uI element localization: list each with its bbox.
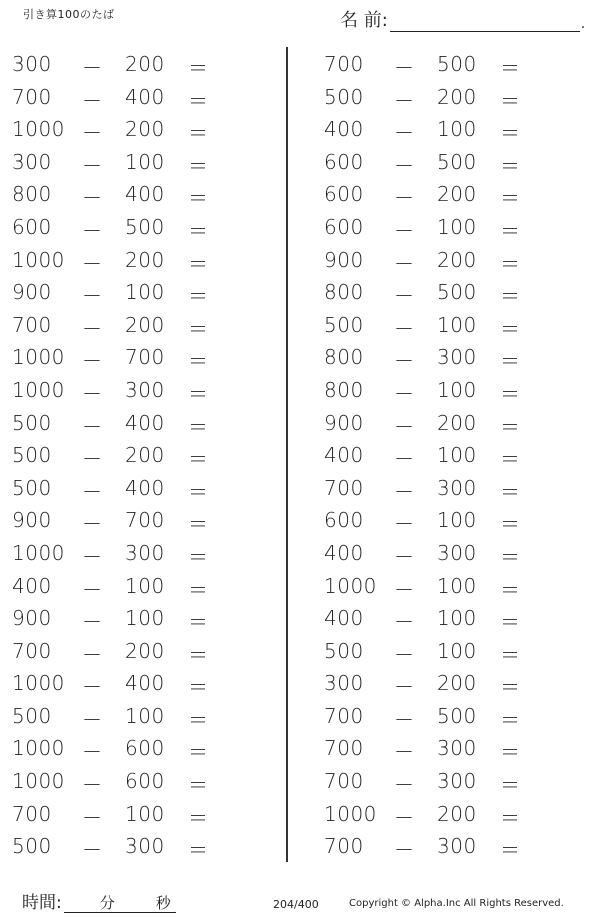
subtrahend: 100 xyxy=(437,606,477,631)
subtrahend: 100 xyxy=(437,573,477,598)
minus-sign: － xyxy=(394,284,415,309)
subtrahend: 100 xyxy=(437,214,477,239)
minus-sign: － xyxy=(82,610,103,635)
equals-sign: ＝ xyxy=(500,121,521,146)
minuend: 600 xyxy=(324,149,364,174)
equals-sign: ＝ xyxy=(188,577,209,602)
minuend: 900 xyxy=(12,508,52,533)
minuend: 700 xyxy=(12,312,52,337)
minus-sign: － xyxy=(82,577,103,602)
equals-sign: ＝ xyxy=(188,153,209,178)
problem-row xyxy=(0,797,290,830)
minuend: 600 xyxy=(324,214,364,239)
equals-sign: ＝ xyxy=(500,577,521,602)
equals-sign: ＝ xyxy=(188,218,209,243)
minuend: 600 xyxy=(324,182,364,207)
subtrahend: 100 xyxy=(437,508,477,533)
problem-row xyxy=(312,634,600,667)
minus-sign: － xyxy=(82,838,103,863)
subtrahend: 200 xyxy=(437,182,477,207)
problem-row xyxy=(0,80,290,113)
equals-sign: ＝ xyxy=(188,479,209,504)
minus-sign: － xyxy=(82,707,103,732)
minuend: 1000 xyxy=(324,801,377,826)
seconds-unit: 秒 xyxy=(155,894,171,912)
subtrahend: 600 xyxy=(125,736,165,761)
minuend: 1000 xyxy=(12,671,65,696)
minuend: 1000 xyxy=(12,117,65,142)
minuend: 500 xyxy=(324,312,364,337)
minuend: 1000 xyxy=(12,345,65,370)
equals-sign: ＝ xyxy=(500,316,521,341)
problem-row xyxy=(312,340,600,373)
minuend: 700 xyxy=(324,769,364,794)
minus-sign: － xyxy=(82,153,103,178)
equals-sign: ＝ xyxy=(500,414,521,439)
problem-row xyxy=(312,666,600,699)
subtrahend: 200 xyxy=(437,410,477,435)
problem-row xyxy=(312,210,600,243)
equals-sign: ＝ xyxy=(500,642,521,667)
minuend: 700 xyxy=(324,703,364,728)
name-blank-line[interactable] xyxy=(390,12,580,32)
subtrahend: 100 xyxy=(437,377,477,402)
minus-sign: － xyxy=(82,121,103,146)
minus-sign: － xyxy=(394,577,415,602)
problem-row xyxy=(0,666,290,699)
minuend: 700 xyxy=(324,736,364,761)
minuend: 500 xyxy=(12,443,52,468)
subtrahend: 100 xyxy=(125,149,165,174)
equals-sign: ＝ xyxy=(188,121,209,146)
equals-sign: ＝ xyxy=(188,316,209,341)
subtrahend: 200 xyxy=(437,671,477,696)
problem-row xyxy=(0,503,290,536)
subtrahend: 200 xyxy=(125,443,165,468)
subtrahend: 100 xyxy=(125,573,165,598)
subtrahend: 200 xyxy=(125,312,165,337)
minus-sign: － xyxy=(394,447,415,472)
problem-row xyxy=(0,536,290,569)
minuend: 400 xyxy=(324,443,364,468)
equals-sign: ＝ xyxy=(188,512,209,537)
equals-sign: ＝ xyxy=(500,381,521,406)
subtrahend: 300 xyxy=(125,834,165,859)
equals-sign: ＝ xyxy=(500,56,521,80)
problem-row xyxy=(0,308,290,341)
minus-sign: － xyxy=(394,544,415,569)
minutes-unit: 分 xyxy=(99,894,115,912)
problem-row xyxy=(312,699,600,732)
minus-sign: － xyxy=(394,707,415,732)
equals-sign: ＝ xyxy=(188,838,209,863)
equals-sign: ＝ xyxy=(188,349,209,374)
minus-sign: － xyxy=(394,349,415,374)
minuend: 700 xyxy=(12,801,52,826)
subtrahend: 200 xyxy=(437,247,477,272)
minus-sign: － xyxy=(82,316,103,341)
problem-row xyxy=(312,243,600,276)
equals-sign: ＝ xyxy=(188,186,209,211)
equals-sign: ＝ xyxy=(188,773,209,798)
minuend: 500 xyxy=(12,703,52,728)
minuend: 1000 xyxy=(12,377,65,402)
subtrahend: 400 xyxy=(125,182,165,207)
minus-sign: － xyxy=(82,773,103,798)
minus-sign: － xyxy=(394,381,415,406)
problem-row xyxy=(312,112,600,145)
minus-sign: － xyxy=(82,479,103,504)
minus-sign: － xyxy=(394,512,415,537)
subtrahend: 500 xyxy=(125,214,165,239)
equals-sign: ＝ xyxy=(500,153,521,178)
minuend: 900 xyxy=(324,410,364,435)
minus-sign: － xyxy=(394,414,415,439)
problem-row xyxy=(312,503,600,536)
minus-sign: － xyxy=(394,153,415,178)
equals-sign: ＝ xyxy=(500,610,521,635)
subtrahend: 700 xyxy=(125,508,165,533)
minus-sign: － xyxy=(82,512,103,537)
equals-sign: ＝ xyxy=(188,381,209,406)
minus-sign: － xyxy=(394,610,415,635)
problem-row xyxy=(312,764,600,797)
equals-sign: ＝ xyxy=(500,838,521,863)
minuend: 600 xyxy=(12,214,52,239)
minus-sign: － xyxy=(82,284,103,309)
equals-sign: ＝ xyxy=(500,544,521,569)
minuend: 1000 xyxy=(12,247,65,272)
subtrahend: 100 xyxy=(125,801,165,826)
subtrahend: 500 xyxy=(437,52,477,76)
problem-row xyxy=(312,438,600,471)
subtrahend: 100 xyxy=(125,280,165,305)
minus-sign: － xyxy=(82,218,103,243)
problem-row xyxy=(0,406,290,439)
problem-row xyxy=(312,731,600,764)
minus-sign: － xyxy=(394,773,415,798)
problem-row xyxy=(312,406,600,439)
minuend: 400 xyxy=(12,573,52,598)
equals-sign: ＝ xyxy=(500,773,521,798)
subtrahend: 300 xyxy=(437,475,477,500)
minus-sign: － xyxy=(394,218,415,243)
problem-row xyxy=(0,438,290,471)
subtrahend: 100 xyxy=(125,703,165,728)
minus-sign: － xyxy=(394,56,415,80)
equals-sign: ＝ xyxy=(500,740,521,765)
equals-sign: ＝ xyxy=(188,88,209,113)
equals-sign: ＝ xyxy=(500,447,521,472)
column-divider xyxy=(286,47,288,862)
problem-row xyxy=(312,80,600,113)
subtrahend: 300 xyxy=(437,834,477,859)
subtrahend: 200 xyxy=(125,52,165,76)
problem-row xyxy=(0,112,290,145)
problem-row xyxy=(312,829,600,862)
subtrahend: 400 xyxy=(125,671,165,696)
minuend: 1000 xyxy=(12,736,65,761)
minuend: 300 xyxy=(12,149,52,174)
problem-row xyxy=(312,536,600,569)
minuend: 400 xyxy=(324,117,364,142)
minuend: 700 xyxy=(324,834,364,859)
equals-sign: ＝ xyxy=(500,675,521,700)
subtrahend: 700 xyxy=(125,345,165,370)
minus-sign: － xyxy=(82,186,103,211)
minuend: 800 xyxy=(324,280,364,305)
minus-sign: － xyxy=(394,479,415,504)
minuend: 600 xyxy=(324,508,364,533)
problem-row xyxy=(0,731,290,764)
equals-sign: ＝ xyxy=(188,284,209,309)
subtrahend: 300 xyxy=(437,736,477,761)
minus-sign: － xyxy=(82,349,103,374)
minuend: 700 xyxy=(324,52,364,76)
minus-sign: － xyxy=(394,642,415,667)
right-problem-column xyxy=(312,47,600,862)
minus-sign: － xyxy=(394,121,415,146)
minuend: 1000 xyxy=(12,769,65,794)
minus-sign: － xyxy=(82,805,103,830)
minuend: 400 xyxy=(324,606,364,631)
problem-row xyxy=(312,145,600,178)
subtrahend: 400 xyxy=(125,475,165,500)
minus-sign: － xyxy=(82,251,103,276)
minuend: 800 xyxy=(324,345,364,370)
minuend: 700 xyxy=(324,475,364,500)
minus-sign: － xyxy=(394,186,415,211)
problem-row xyxy=(312,601,600,634)
subtrahend: 300 xyxy=(125,377,165,402)
minus-sign: － xyxy=(82,740,103,765)
equals-sign: ＝ xyxy=(500,186,521,211)
equals-sign: ＝ xyxy=(500,88,521,113)
subtrahend: 200 xyxy=(437,84,477,109)
equals-sign: ＝ xyxy=(188,740,209,765)
name-end-mark: . xyxy=(580,16,586,32)
minuend: 300 xyxy=(12,52,52,76)
minuend: 900 xyxy=(324,247,364,272)
problem-row xyxy=(0,47,290,80)
problem-row xyxy=(312,373,600,406)
subtrahend: 100 xyxy=(437,443,477,468)
problem-row xyxy=(0,340,290,373)
minus-sign: － xyxy=(394,838,415,863)
problem-row xyxy=(0,373,290,406)
minus-sign: － xyxy=(394,88,415,113)
minuend: 900 xyxy=(12,606,52,631)
worksheet-title: 引き算100のたば xyxy=(23,8,115,21)
equals-sign: ＝ xyxy=(500,479,521,504)
minus-sign: － xyxy=(394,251,415,276)
subtrahend: 300 xyxy=(125,540,165,565)
equals-sign: ＝ xyxy=(500,512,521,537)
subtrahend: 300 xyxy=(437,345,477,370)
minuend: 900 xyxy=(12,280,52,305)
problem-row xyxy=(0,210,290,243)
minus-sign: － xyxy=(82,56,103,80)
subtrahend: 100 xyxy=(125,606,165,631)
problem-row xyxy=(312,47,600,80)
minus-sign: － xyxy=(82,544,103,569)
name-field xyxy=(340,6,585,32)
minuend: 300 xyxy=(324,671,364,696)
subtrahend: 100 xyxy=(437,117,477,142)
minuend: 500 xyxy=(12,475,52,500)
minuend: 1000 xyxy=(12,540,65,565)
subtrahend: 200 xyxy=(125,247,165,272)
subtrahend: 300 xyxy=(437,540,477,565)
minuend: 700 xyxy=(12,84,52,109)
equals-sign: ＝ xyxy=(188,447,209,472)
equals-sign: ＝ xyxy=(188,544,209,569)
subtrahend: 500 xyxy=(437,703,477,728)
minus-sign: － xyxy=(394,740,415,765)
subtrahend: 500 xyxy=(437,149,477,174)
minuend: 800 xyxy=(12,182,52,207)
time-label: 時間: xyxy=(22,893,62,913)
left-problem-column xyxy=(0,47,290,862)
minuend: 800 xyxy=(324,377,364,402)
problem-row xyxy=(0,601,290,634)
time-field xyxy=(22,888,176,913)
time-blank-line[interactable] xyxy=(64,892,176,913)
minus-sign: － xyxy=(394,805,415,830)
problem-row xyxy=(0,243,290,276)
subtrahend: 400 xyxy=(125,410,165,435)
subtrahend: 400 xyxy=(125,84,165,109)
minuend: 500 xyxy=(324,638,364,663)
problem-row xyxy=(312,797,600,830)
problem-row xyxy=(0,829,290,862)
problem-row xyxy=(0,764,290,797)
problem-row xyxy=(0,634,290,667)
subtrahend: 600 xyxy=(125,769,165,794)
equals-sign: ＝ xyxy=(500,251,521,276)
equals-sign: ＝ xyxy=(188,56,209,80)
minus-sign: － xyxy=(394,316,415,341)
equals-sign: ＝ xyxy=(500,805,521,830)
minus-sign: － xyxy=(82,88,103,113)
problem-row xyxy=(312,177,600,210)
subtrahend: 300 xyxy=(437,769,477,794)
minuend: 500 xyxy=(12,410,52,435)
problem-row xyxy=(312,308,600,341)
equals-sign: ＝ xyxy=(188,414,209,439)
minuend: 1000 xyxy=(324,573,377,598)
problem-row xyxy=(0,145,290,178)
minus-sign: － xyxy=(82,675,103,700)
equals-sign: ＝ xyxy=(188,642,209,667)
minus-sign: － xyxy=(394,675,415,700)
minus-sign: － xyxy=(82,447,103,472)
equals-sign: ＝ xyxy=(188,675,209,700)
page-number: 204/400 xyxy=(273,898,319,911)
subtrahend: 500 xyxy=(437,280,477,305)
problem-row xyxy=(0,699,290,732)
problem-row xyxy=(0,275,290,308)
problem-row xyxy=(0,177,290,210)
problem-row xyxy=(312,275,600,308)
equals-sign: ＝ xyxy=(500,218,521,243)
minus-sign: － xyxy=(82,642,103,667)
problem-row xyxy=(0,471,290,504)
minuend: 500 xyxy=(324,84,364,109)
subtrahend: 200 xyxy=(125,117,165,142)
problem-row xyxy=(312,569,600,602)
equals-sign: ＝ xyxy=(500,349,521,374)
equals-sign: ＝ xyxy=(188,251,209,276)
subtrahend: 100 xyxy=(437,638,477,663)
minus-sign: － xyxy=(82,381,103,406)
minuend: 400 xyxy=(324,540,364,565)
equals-sign: ＝ xyxy=(500,707,521,732)
equals-sign: ＝ xyxy=(500,284,521,309)
problem-row xyxy=(0,569,290,602)
name-label: 名 前: xyxy=(340,10,388,31)
subtrahend: 200 xyxy=(437,801,477,826)
problem-row xyxy=(312,471,600,504)
equals-sign: ＝ xyxy=(188,805,209,830)
equals-sign: ＝ xyxy=(188,610,209,635)
subtrahend: 200 xyxy=(125,638,165,663)
equals-sign: ＝ xyxy=(188,707,209,732)
minuend: 700 xyxy=(12,638,52,663)
minuend: 500 xyxy=(12,834,52,859)
copyright-notice: Copyright © Alpha.Inc All Rights Reserved. xyxy=(349,898,564,909)
minus-sign: － xyxy=(82,414,103,439)
subtrahend: 100 xyxy=(437,312,477,337)
